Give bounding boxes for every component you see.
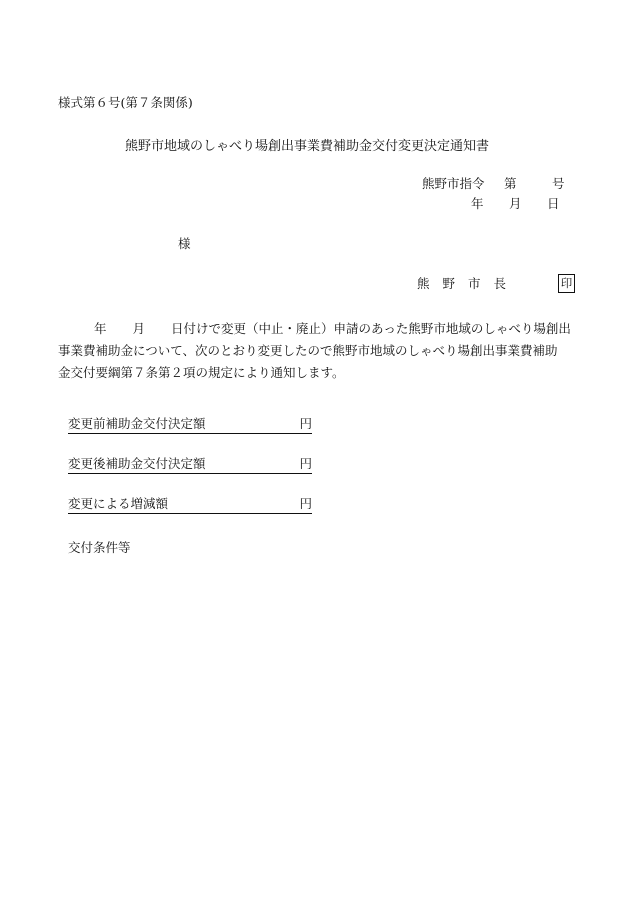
form-number-label: 様式第６号(第７条関係) (58, 95, 193, 110)
amount-label: 変更前補助金交付決定額 (68, 416, 206, 431)
reference-number-line (422, 178, 565, 191)
amount-label: 変更による増減額 (68, 496, 169, 511)
amount-after-change-row (68, 458, 312, 474)
amount-difference-row (68, 498, 312, 514)
amount-before-change-row (68, 418, 312, 434)
amount-label: 変更後補助金交付決定額 (68, 456, 206, 471)
document-title: 熊野市地域のしゃべり場創出事業費補助金交付変更決定通知書 (125, 139, 490, 154)
amount-unit: 円 (299, 416, 312, 431)
date-year: 年 (471, 196, 484, 211)
body-line-2: 事業費補助金について、次のとおり変更したので熊野市地域のしゃべり場創出事業費補助 (58, 343, 558, 358)
reference-issuer: 熊野市指令 (422, 176, 485, 191)
mayor-title (417, 278, 519, 291)
notice-body (58, 318, 578, 384)
addressee-suffix: 様 (178, 236, 191, 251)
body-line-1-text: 日付けで変更（中止・廃止）申請のあった熊野市地域のしゃべり場創出 (171, 321, 571, 336)
mayor-title-text: 熊野市長 (417, 276, 520, 291)
date-line (471, 198, 560, 211)
reference-dai: 第 (504, 176, 517, 191)
body-line-1 (58, 318, 578, 340)
date-day: 日 (547, 196, 560, 211)
date-month: 月 (509, 196, 522, 211)
reference-go: 号 (552, 176, 565, 191)
body-month: 月 (132, 321, 146, 336)
amount-unit: 円 (299, 456, 312, 471)
seal-stamp-box: 印 (558, 274, 575, 293)
grant-conditions-label: 交付条件等 (68, 540, 131, 555)
body-line-3: 金交付要綱第７条第２項の規定により通知します。 (58, 365, 345, 380)
amount-unit: 円 (299, 496, 312, 511)
body-year: 年 (94, 321, 107, 336)
